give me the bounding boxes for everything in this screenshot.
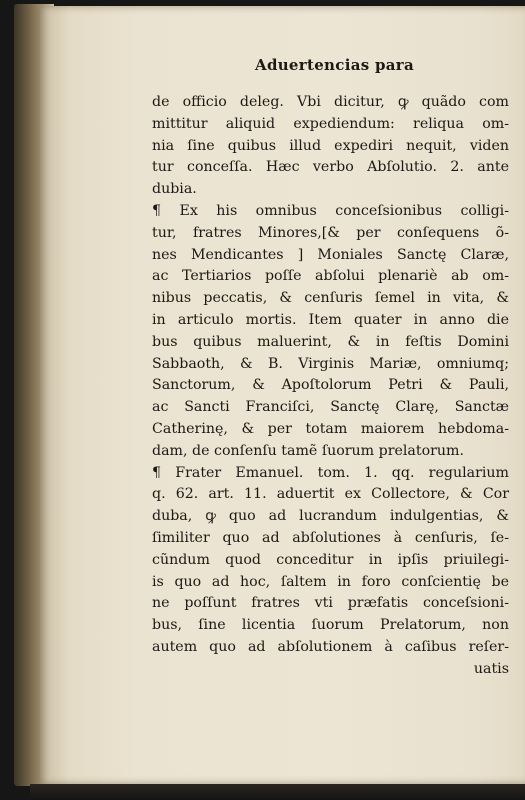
- text-line: bus quibus maluerint, & in feſtis Domini: [152, 333, 509, 350]
- text-line: duba, ꝙ quo ad lucrandum indulgentias, &: [152, 508, 509, 525]
- text-line: ac Tertiarios poſſe abſolui plenariè ab om-: [152, 268, 509, 285]
- text-line: ac Sancti Franciſci, Sanctę Clarę, Sanctæ: [152, 399, 509, 416]
- text-block: [152, 92, 509, 681]
- text-line: ne poſſunt fratres vti præfatis conceſsioni-: [152, 595, 509, 612]
- text-line: Sanctorum, & Apoſtolorum Petri & Pauli,: [152, 377, 509, 394]
- text-line: cũndum quod conceditur in ipſis priuilegi-: [152, 551, 509, 568]
- text-line: dubia.: [152, 181, 197, 198]
- text-line: de officio deleg. Vbi dicitur, ꝙ quãdo com: [152, 94, 509, 110]
- text-line: tur conceſſa. Hæc verbo Abſolutio. 2. ante: [152, 159, 509, 176]
- text-line: ſimiliter quo ad abſolutiones à cenſuris, ſe-: [152, 529, 509, 546]
- text-line: nibus peccatis, & cenſuris ſemel in vita, &: [152, 290, 509, 307]
- text-line: ¶ Frater Emanuel. tom. 1. qq. regularium: [152, 464, 509, 481]
- text-line: mittitur aliquid expediendum: reliqua om-: [152, 115, 509, 132]
- text-line: bus, ſine licentia ſuorum Prelatorum, non: [152, 617, 509, 634]
- text-line: Catherinę, & per totam maiorem hebdoma-: [152, 420, 509, 437]
- text-line: ¶ Ex his omnibus conceſsionibus colligi-: [152, 202, 509, 219]
- text-line: q. 62. art. 11. aduertit ex Collectore, & Cor: [152, 486, 509, 503]
- running-head: Aduertencias para: [255, 56, 415, 74]
- text-line: in articulo mortis. Item quater in anno die: [152, 311, 509, 328]
- text-line: tur, fratres Minores,[& per conſequens õ-: [152, 224, 509, 241]
- text-line: nes Mendicantes ] Moniales Sanctę Claræ,: [152, 246, 509, 263]
- text-line: Sabbaoth, & B. Virginis Mariæ, omniumq;: [152, 355, 509, 372]
- text-line: is quo ad hoc, ſaltem in foro conſcientię be: [152, 573, 509, 590]
- text-line: dam, de conſenſu tamẽ ſuorum prelatorum.: [152, 442, 465, 459]
- page-shadow: [30, 784, 525, 800]
- catchword: uatis: [473, 660, 509, 677]
- text-line: nia ſine quibus illud expediri nequit, viden: [152, 137, 509, 154]
- text-line: autem quo ad abſolutionem à caſibus reſer-: [152, 638, 509, 655]
